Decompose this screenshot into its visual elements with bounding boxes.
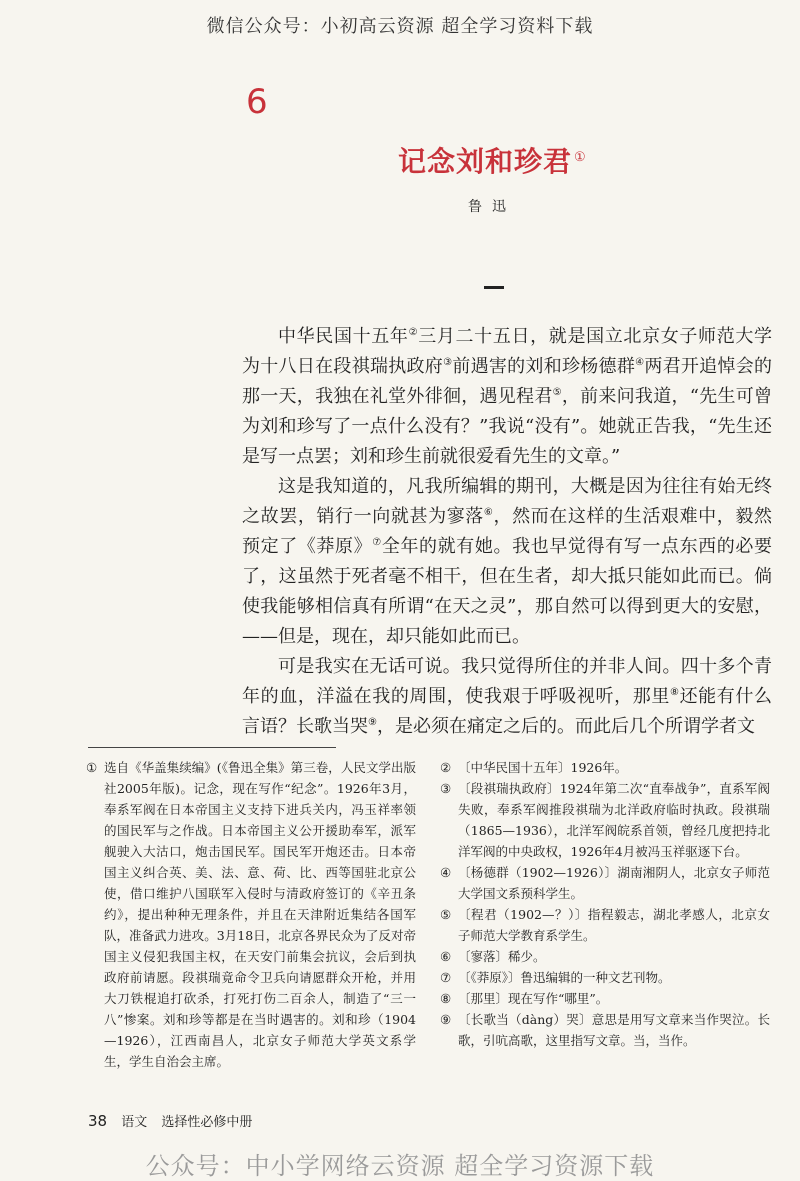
footnote-number: ⑦ [440, 970, 452, 985]
footnote-text: 〔杨德群（1902—1926）〕湖南湘阴人，北京女子师范大学国文系预科学生。 [458, 865, 770, 901]
footnote-text: 〔长歌当（dàng）哭〕意思是用写文章来当作哭泣。长歌，引吭高歌，这里指写文章。当，当作。 [458, 1012, 770, 1048]
footnote [440, 862, 770, 904]
section-number-one [484, 286, 504, 289]
footnote-number: ⑧ [440, 991, 452, 1006]
page-number: 38 [88, 1112, 108, 1130]
title-footnote-ref: ① [574, 149, 587, 165]
title-text: 记念刘和珍君 [398, 145, 573, 178]
paragraph-text: ，然而在这样的生活艰难中，毅然预定了《莽原》 [242, 506, 772, 557]
paragraph-text: 中华民国十五年 [278, 326, 409, 347]
footnotes-left [86, 757, 416, 1072]
footnote-number: ④ [440, 865, 452, 880]
footnote-text: 〔《莽原》〕鲁迅编辑的一种文艺刊物。 [458, 970, 671, 985]
watermark-top: 微信公众号：小初高云资源 超全学习资料下载 [206, 16, 594, 37]
footnotes-right [440, 757, 770, 1051]
footnote-text: 〔那里〕现在写作“哪里”。 [458, 991, 609, 1006]
page-footer [88, 1111, 252, 1130]
subject-label: 语文 [121, 1115, 148, 1130]
footnote-divider [88, 747, 336, 748]
lesson-number: 6 [246, 82, 268, 122]
footnote-text: 〔程君（1902—？）〕指程毅志，湖北孝感人，北京女子师范大学教育系学生。 [458, 907, 770, 943]
footnote [86, 757, 416, 1072]
footnote-ref: ⑦ [372, 537, 382, 548]
footnote-number: ③ [440, 781, 452, 796]
footnote-number: ② [440, 760, 452, 775]
footnote-text: 〔寥落〕稀少。 [458, 949, 546, 964]
footnote-text: 选自《华盖集续编》(《鲁迅全集》第三卷，人民文学出版社2005年版)。记念，现在写作“纪念”。1926年3月，奉系军阀在日本帝国主义支持下进兵关内，冯玉祥率领的国民军与之作战。日本帝国主义公开援助奉军，派军舰驶入大沽口，炮击国民军。国民军开炮还击。日本帝国主义纠合英、美、法、意、荷、比、西等国驻北京公使，借口维护八国联军入侵时与清政府签订的《辛丑条约》，提出种种无理条件，并且在天津附近集结各国军队，准备武力进攻。3月18日，北京各界民众为了反对帝国主义侵犯我国主权，在天安门前集会抗议，会后到执政府前请愿。段祺瑞竟命令卫兵向请愿群众开枪，并用大刀铁棍追打砍杀，打死打伤二百余人，制造了“三一八”惨案。刘和珍等都是在当时遇害的。刘和珍（1904—1926），江西南昌人，北京女子师范大学英文系学生，学生自治会主席。 [104, 760, 416, 1069]
body-text [242, 322, 772, 742]
article-title [398, 140, 587, 180]
footnote-ref: ⑧ [670, 687, 680, 698]
footnote-text: 〔段祺瑞执政府〕1924年第二次“直奉战争”，直系军阀失败，奉系军阀推段祺瑞为北洋政府临时执政。段祺瑞（1865—1936），北洋军阀皖系首领，曾经几度把持北洋军阀的中央政权，1926年4月被冯玉祥驱逐下台。 [458, 781, 770, 859]
footnote-ref: ④ [635, 357, 645, 368]
footnote-ref: ⑥ [483, 507, 494, 518]
paragraph-text: ，是必须在痛定之后的。而此后几个所谓学者文 [376, 716, 755, 737]
footnote-number: ⑥ [440, 949, 452, 964]
footnote [440, 967, 770, 988]
paragraph-text: ，前来问我道，“先生可曾为刘和珍写了一点什么没有？”我说“没有”。她就正告我，“先生还是写一点罢；刘和珍生前就很爱看先生的文章。” [242, 386, 773, 467]
paragraph-text: 全年的就有她。我也早觉得有写一点东西的必要了，这虽然于死者毫不相干，但在生者，却大抵只能如此而已。倘使我能够相信真有所谓“在天之灵”，那自然可以得到更大的安慰，——但是，现在，却只能如此而已。 [242, 536, 773, 647]
footnote [440, 778, 770, 862]
footnote [440, 757, 770, 778]
footnote-number: ⑨ [440, 1012, 452, 1027]
footnote-ref: ② [408, 327, 419, 338]
watermark-bottom: 公众号：中小学网络云资源 超全学习资源下载 [145, 1152, 655, 1180]
footnote-ref: ⑨ [368, 717, 377, 728]
book-label: 选择性必修中册 [161, 1115, 253, 1130]
paragraph-text: 可是我实在无话可说。我只觉得所住的并非人间。四十多个青年的血，洋溢在我的周围，使我艰于呼吸视听，那里 [242, 656, 772, 707]
footnote-ref: ⑤ [552, 387, 562, 398]
paragraph-text: 前遇害的刘和珍杨德群 [452, 356, 636, 377]
footnote-number: ① [86, 760, 98, 775]
footnote [440, 946, 770, 967]
footnote-ref: ③ [443, 357, 453, 368]
footnote-number: ⑤ [440, 907, 452, 922]
body-paragraph [242, 652, 772, 742]
paragraph-text: 三月二十五日，就是国立北京女子师范大学为十八日在段祺瑞执政府 [242, 326, 773, 377]
paragraph-text: 还能有什么言语？长歌当哭 [242, 686, 773, 737]
footnote [440, 1009, 770, 1051]
paragraph-text: 这是我知道的，凡我所编辑的期刊，大概是因为往往有始无终之故罢，销行一向就甚为寥落 [242, 476, 772, 527]
author: 鲁迅 [468, 199, 516, 215]
footnote [440, 988, 770, 1009]
footnote [440, 904, 770, 946]
body-paragraph [242, 472, 772, 652]
footnote-text: 〔中华民国十五年〕1926年。 [458, 760, 628, 775]
body-paragraph [242, 322, 772, 472]
paragraph-text: 两君开追悼会的那一天，我独在礼堂外徘徊，遇见程君 [242, 356, 773, 407]
